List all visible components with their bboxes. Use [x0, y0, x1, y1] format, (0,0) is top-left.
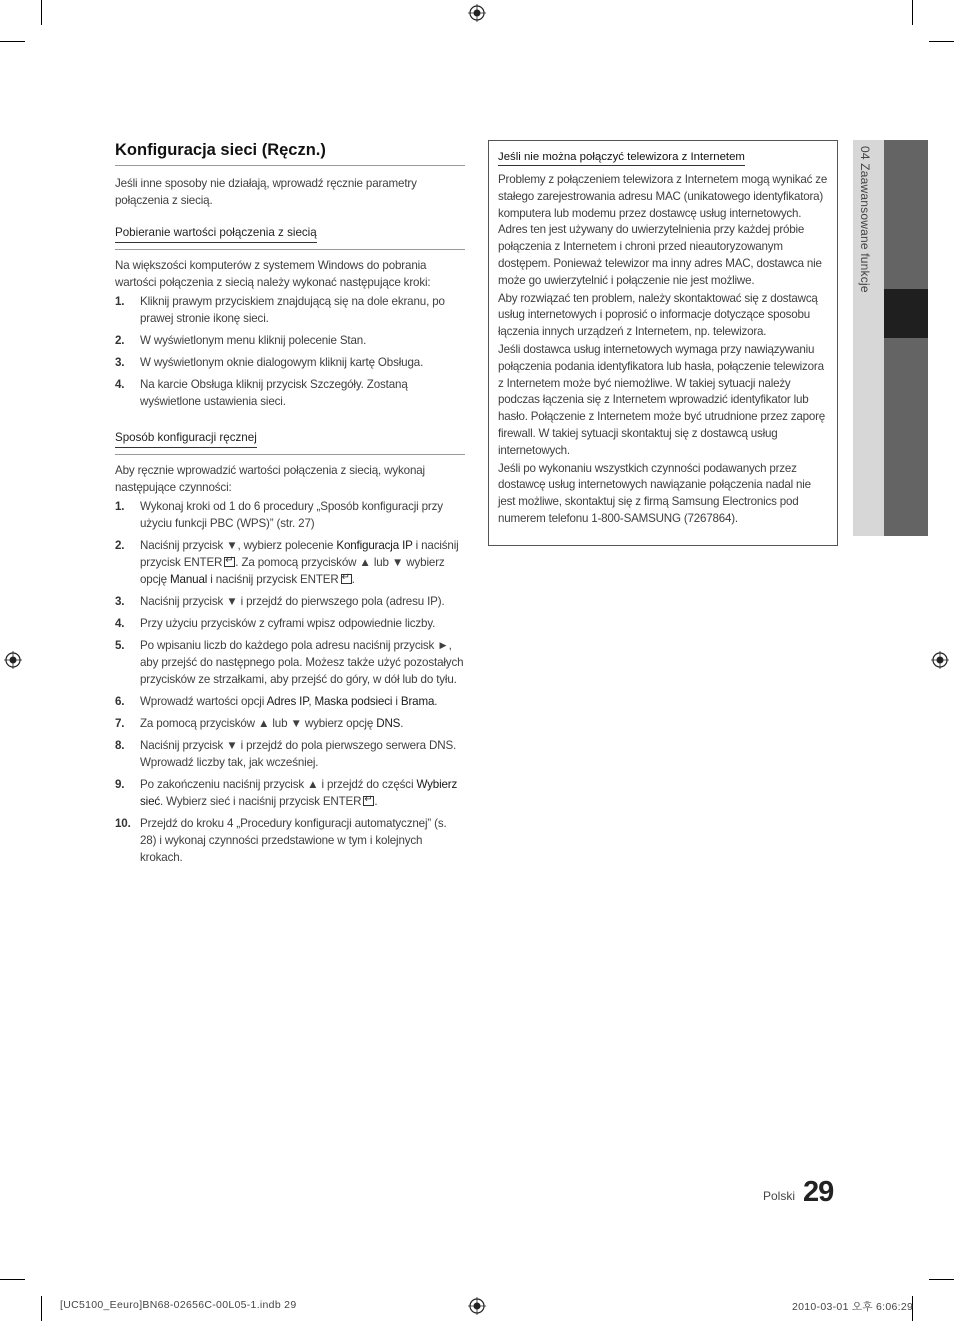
- crop-mark: [41, 1296, 42, 1321]
- page-title: Konfiguracja sieci (Ręczn.): [115, 141, 326, 159]
- subsection-intro: Aby ręcznie wprowadzić wartości połączenia z siecią, wykonaj następujące czynności:: [115, 464, 425, 494]
- enter-icon: [363, 796, 374, 806]
- step-number: 3.: [115, 595, 125, 608]
- print-date-info: 2010-03-01 오후 6:06:29: [792, 1301, 914, 1313]
- chapter-tab-marker: [884, 289, 928, 338]
- step-text: Po wpisaniu liczb do każdego pola adresu naciśnij przycisk ►, aby przejść do następnego pola. Możesz także użyć pozostałych przycisków ze strzałkami, aby przejść do góry, w dół lub do tyłu.: [140, 639, 464, 686]
- crop-mark: [0, 41, 25, 42]
- list-item: [115, 537, 465, 588]
- step-number: 1.: [115, 500, 125, 513]
- subsection-heading-wrap: [115, 223, 465, 249]
- step-number: 9.: [115, 778, 125, 791]
- list-item: [115, 332, 465, 349]
- crop-mark: [929, 41, 954, 42]
- page-number: 29: [803, 1176, 834, 1208]
- subsection-heading: Sposób konfiguracji ręcznej: [115, 430, 257, 448]
- note-paragraph: Jeśli po wykonaniu wszystkich czynności podawanych przez dostawcę usług internetowych nawiązanie połączenia nadal nie jest możliwe, skontaktuj się z firmą Samsung Electronics pod numerem telefonu 1-800-SAMSUNG (7267864).: [498, 461, 811, 525]
- step-text: Kliknij prawym przyciskiem znajdującą się na dole ekranu, po prawej stronie ikonę sieci.: [140, 295, 445, 325]
- chapter-tab-label: 04 Zaawansowane funkcje: [858, 146, 872, 293]
- note-box: [488, 140, 838, 546]
- step-text: W wyświetlonym menu kliknij polecenie Stan.: [140, 334, 367, 347]
- step-number: 2.: [115, 539, 125, 552]
- step-number: 4.: [115, 617, 125, 630]
- step-text: Przejdź do kroku 4 „Procedury konfiguracji automatycznej” (s. 28) i wykonaj czynności przedstawione w tym i kolejnych krokach.: [140, 817, 447, 864]
- step-text: Za pomocą przycisków ▲ lub ▼ wybierz opcję DNS.: [140, 717, 404, 730]
- subsection-divider: [115, 454, 465, 455]
- registration-mark-icon: [468, 4, 486, 22]
- main-column: [115, 138, 465, 871]
- subsection-heading-wrap: [115, 428, 465, 454]
- step-text: Na karcie Obsługa kliknij przycisk Szczegóły. Zostaną wyświetlone ustawienia sieci.: [140, 378, 408, 408]
- step-text: W wyświetlonym oknie dialogowym kliknij kartę Obsługa.: [140, 356, 424, 369]
- step-number: 10.: [115, 817, 131, 830]
- list-item: [115, 593, 465, 610]
- footer-language: Polski: [763, 1189, 796, 1203]
- list-item: [115, 293, 465, 327]
- step-number: 1.: [115, 295, 125, 308]
- step-number: 3.: [115, 356, 125, 369]
- section-intro: Jeśli inne sposoby nie działają, wprowadź ręcznie parametry połączenia z siecią.: [115, 177, 417, 207]
- title-divider: [115, 165, 465, 166]
- step-text: Po zakończeniu naciśnij przycisk ▲ i przejdź do części Wybierz sieć. Wybierz sieć i naciśnij przycisk ENTER↵ .: [140, 776, 465, 810]
- registration-mark-icon: [931, 651, 949, 669]
- note-paragraph: Aby rozwiązać ten problem, należy skontaktować się z dostawcą usług internetowych i poprosić o informacje dotyczące sposobu łączenia innych urządzeń z Internetem, np. telewizora.: [498, 291, 818, 339]
- step-number: 4.: [115, 378, 125, 391]
- crop-mark: [912, 0, 913, 25]
- crop-mark: [41, 0, 42, 25]
- note-paragraph: Problemy z połączeniem telewizora z Internetem mogą wynikać ze stałego zarejestrowania adresu MAC (unikatowego identyfikatora) komputera lub modemu przez dostawcę usług internetowych. Adres ten jest używany do uwierzytelnienia przy każdej próbie połączenia z Internetem i chroni przed nieautoryzowanym dostępem. Ponieważ telewizor ma inny adres MAC, dostawca nie może go uwierzytelnić i połączenie nie jest możliwe.: [498, 173, 828, 287]
- enter-icon: [224, 557, 235, 567]
- step-number: 6.: [115, 695, 125, 708]
- step-text: Wprowadź wartości opcji Adres IP, Maska podsieci i Brama.: [140, 695, 438, 708]
- step-number: 2.: [115, 334, 125, 347]
- print-file-info: [UC5100_Eeuro]BN68-02656C-00L05-1.indb 29: [60, 1299, 297, 1311]
- step-text: Naciśnij przycisk ▼ i przejdź do pola pierwszego serwera DNS. Wprowadź liczby tak, jak wcześniej.: [140, 739, 457, 769]
- enter-icon: [341, 574, 352, 584]
- step-text: Przy użyciu przycisków z cyframi wpisz odpowiednie liczby.: [140, 617, 436, 630]
- registration-mark-icon: [4, 651, 22, 669]
- subsection-divider: [115, 249, 465, 250]
- note-box-heading: Jeśli nie można połączyć telewizora z Internetem: [498, 150, 745, 166]
- list-item: [115, 715, 465, 732]
- subsection-intro: Na większości komputerów z systemem Windows do pobrania wartości połączenia z siecią należy wykonać następujące kroki:: [115, 259, 431, 289]
- subsection-heading: Pobieranie wartości połączenia z siecią: [115, 225, 317, 243]
- step-text: Wykonaj kroki od 1 do 6 procedury „Sposób konfiguracji przy użyciu funkcji PBC (WPS)” (str. 27): [140, 500, 443, 530]
- step-number: 5.: [115, 639, 125, 652]
- list-item: [115, 637, 465, 688]
- list-item: [115, 737, 465, 771]
- step-list: [115, 293, 465, 410]
- step-number: 7.: [115, 717, 125, 730]
- crop-mark: [929, 1279, 954, 1280]
- list-item: [115, 815, 465, 866]
- note-paragraph: Jeśli dostawca usług internetowych wymaga przy nawiązywaniu połączenia podania identyfikatora lub hasła, połączenie telewizora z Internetem może być niemożliwe. W takiej sytuacji należy podczas łączenia się z Internetem wprowadzić identyfikator lub hasło. Połączenie z Internetem może być utrudnione przez zaporę firewall. W takiej sytuacji skontaktuj się z dostawcą usług internetowych.: [498, 342, 826, 457]
- crop-mark: [0, 1279, 25, 1280]
- step-number: 8.: [115, 739, 125, 752]
- list-item: [115, 354, 465, 371]
- list-item: [115, 776, 465, 810]
- registration-mark-icon: [468, 1297, 486, 1315]
- list-item: [115, 693, 465, 710]
- list-item: [115, 376, 465, 410]
- chapter-tab-bar: [884, 140, 928, 536]
- step-text: Naciśnij przycisk ▼ i przejdź do pierwszego pola (adresu IP).: [140, 595, 445, 608]
- list-item: [115, 498, 465, 532]
- step-text: Naciśnij przycisk ▼, wybierz polecenie Konfiguracja IP i naciśnij przycisk ENTER↵ . Za pomocą przycisków ▲ lub ▼ wybierz opcję Manual i naciśnij przycisk ENTER↵ .: [140, 537, 465, 588]
- list-item: [115, 615, 465, 632]
- step-list: [115, 498, 465, 866]
